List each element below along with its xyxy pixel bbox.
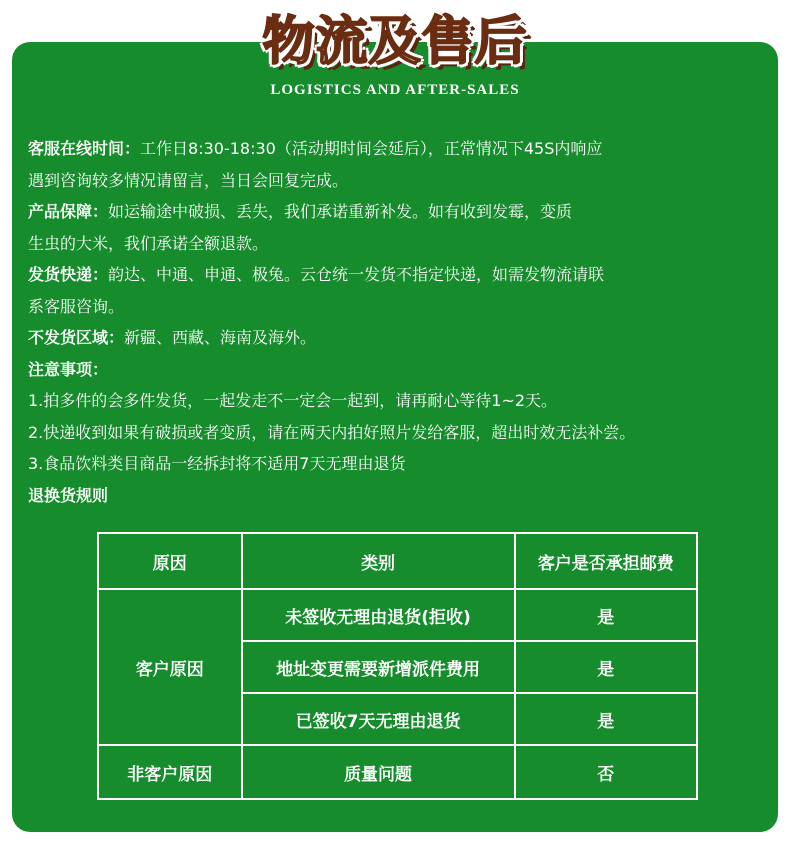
reason-non-customer: 非客户原因 (98, 745, 242, 799)
line-guarantee (28, 196, 778, 228)
row-fee: 是 (515, 589, 697, 641)
page-title: 物流及售后 (262, 12, 528, 72)
title-banner (0, 12, 790, 72)
line-guarantee-cont (28, 228, 778, 260)
line-courier-cont (28, 291, 778, 323)
header-category: 类别 (242, 533, 515, 589)
header-fee: 客户是否承担邮费 (515, 533, 697, 589)
line-label: 注意事项： (28, 359, 109, 379)
line-text: 如运输途中破损、丢失，我们承诺重新补发。如有收到发霉，变质 (108, 202, 573, 221)
line-label: 客服在线时间： (28, 139, 141, 158)
line-text: 2.快递收到如果有破损或者变质，请在两天内拍好照片发给客服，超出时效无法补尝。 (28, 422, 636, 442)
row-fee: 是 (515, 693, 697, 745)
table-row (98, 589, 697, 641)
line-courier (28, 259, 778, 291)
row-fee: 是 (515, 641, 697, 693)
info-text-block (28, 133, 778, 511)
row-category: 已签收7天无理由退货 (242, 693, 515, 745)
page-subtitle: LOGISTICS AND AFTER-SALES (270, 82, 520, 98)
reason-customer: 客户原因 (98, 589, 242, 745)
line-text: 系客服咨询。 (28, 296, 125, 316)
line-text: 工作日8:30-18:30（活动期时间会延后），正常情况下45S内响应 (140, 139, 603, 158)
line-text: 3.食品饮料类目商品一经拆封将不适用7天无理由退货 (28, 454, 406, 473)
line-return-rules-heading (28, 480, 778, 512)
row-category: 质量问题 (242, 745, 515, 799)
row-fee: 否 (515, 745, 697, 799)
header-reason: 原因 (98, 533, 242, 589)
line-no-ship-areas (28, 322, 778, 354)
return-rules-table (97, 532, 698, 800)
line-label: 退换货规则 (28, 485, 109, 505)
line-note-2 (28, 417, 778, 449)
line-text: 韵达、中通、申通、极兔。云仓统一发货不指定快递，如需发物流请联 (108, 265, 605, 284)
line-text: 新疆、西藏、海南及海外。 (124, 328, 317, 347)
line-text: 生虫的大米，我们承诺全额退款。 (28, 233, 269, 253)
line-note-1 (28, 385, 778, 417)
line-text: 遇到咨询较多情况请留言，当日会回复完成。 (28, 170, 349, 190)
line-note-3 (28, 448, 778, 480)
table-row (98, 745, 697, 799)
row-category: 未签收无理由退货(拒收) (242, 589, 515, 641)
line-notes-heading (28, 354, 778, 386)
line-label: 发货快递： (28, 265, 109, 284)
table-header-row (98, 533, 697, 589)
line-service-hours-cont (28, 165, 778, 197)
line-label: 产品保障： (28, 202, 109, 221)
line-service-hours (28, 133, 778, 165)
line-label: 不发货区域： (28, 328, 125, 347)
row-category: 地址变更需要新增派件费用 (242, 641, 515, 693)
line-text: 1.拍多件的会多件发货，一起发走不一定会一起到，请再耐心等待1~2天。 (28, 391, 558, 410)
